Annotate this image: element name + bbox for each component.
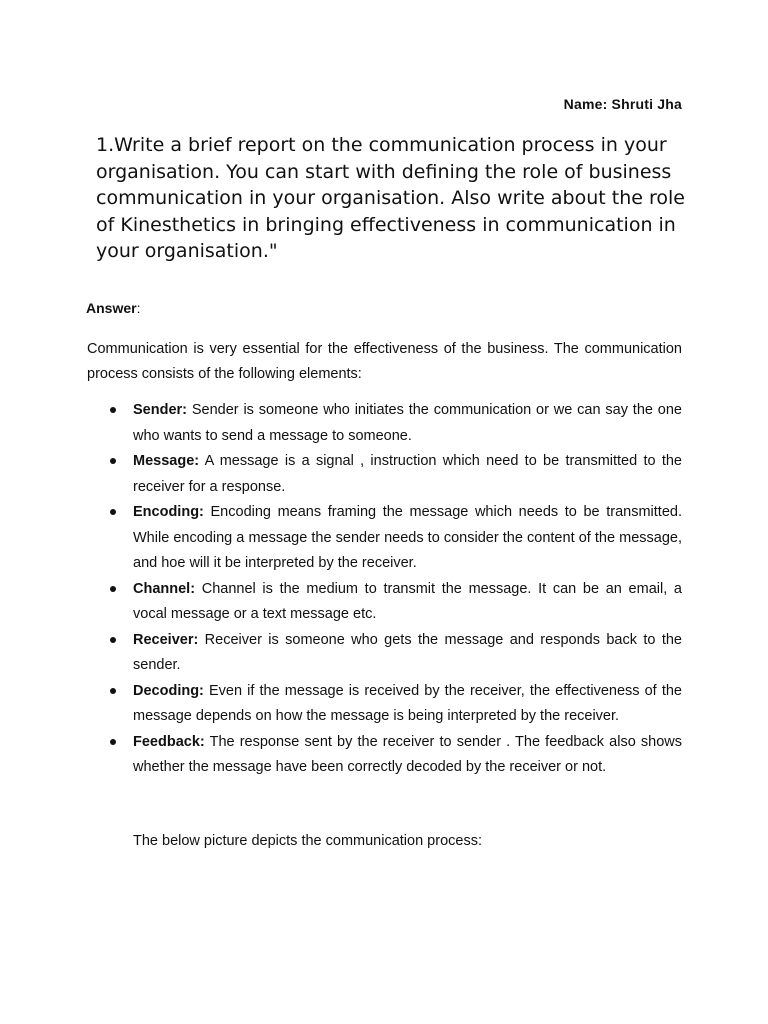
bullet-icon xyxy=(110,739,116,745)
list-item-text: Sender is someone who initiates the communication or we can say the one who wants to send a message to someone. xyxy=(133,402,682,444)
list-item-encoding xyxy=(87,500,682,577)
answer-label-colon: : xyxy=(136,300,141,316)
bullet-icon xyxy=(110,688,116,694)
list-item-term: Receiver: xyxy=(133,631,199,648)
closing-sentence: The below picture depicts the communication process: xyxy=(133,833,482,849)
bullet-icon xyxy=(110,586,116,592)
list-item-text: A message is a signal , instruction which need to be transmitted to the receiver for a response. xyxy=(133,453,682,495)
list-item-term: Sender: xyxy=(133,402,187,418)
list-item-text: The response sent by the receiver to sender . The feedback also shows whether the message have been correctly decoded by the receiver or not. xyxy=(133,733,682,775)
list-item-term: Encoding: xyxy=(133,504,204,520)
list-item-message xyxy=(87,449,682,500)
bullet-icon xyxy=(110,637,116,643)
list-item-receiver xyxy=(87,628,682,679)
answer-label xyxy=(86,300,140,316)
list-item-text: Receiver is someone who gets the message and responds back to the sender. xyxy=(133,631,682,673)
list-item-text: Encoding means framing the message which needs to be transmitted. While encoding a message the sender needs to consider the content of the message, and hoe will it be interpreted by the receiver. xyxy=(133,504,682,571)
list-item-decoding xyxy=(87,679,682,730)
list-item-term: Channel: xyxy=(133,580,196,597)
list-item-text: Even if the message is received by the receiver, the effectiveness of the message depends on how the message is being interpreted by the receiver. xyxy=(133,682,682,724)
bullet-icon xyxy=(110,407,116,413)
bullet-icon xyxy=(110,509,116,515)
elements-list xyxy=(87,398,682,781)
list-item-text: Channel is the medium to transmit the message. It can be an email, a vocal message or a text message etc. xyxy=(133,580,682,622)
author-name: Name: Shruti Jha xyxy=(563,96,682,112)
list-item-feedback xyxy=(87,730,682,781)
list-item-channel xyxy=(87,577,682,628)
list-item-sender xyxy=(87,398,682,449)
list-item-term: Feedback: xyxy=(133,733,205,750)
list-item-term: Decoding: xyxy=(133,682,204,699)
answer-label-text: Answer xyxy=(86,300,137,316)
list-item-term: Message: xyxy=(133,453,200,469)
question-heading: 1.Write a brief report on the communication process in your organisation. You can start with defining the role of business communication in your organisation. Also write about the role of Kinesthetics in bringing effectiveness in communication in your organisation." xyxy=(96,134,685,262)
bullet-icon xyxy=(110,458,116,464)
answer-intro-paragraph: Communication is very essential for the effectiveness of the business. The communication process consists of the following elements: xyxy=(87,341,682,382)
